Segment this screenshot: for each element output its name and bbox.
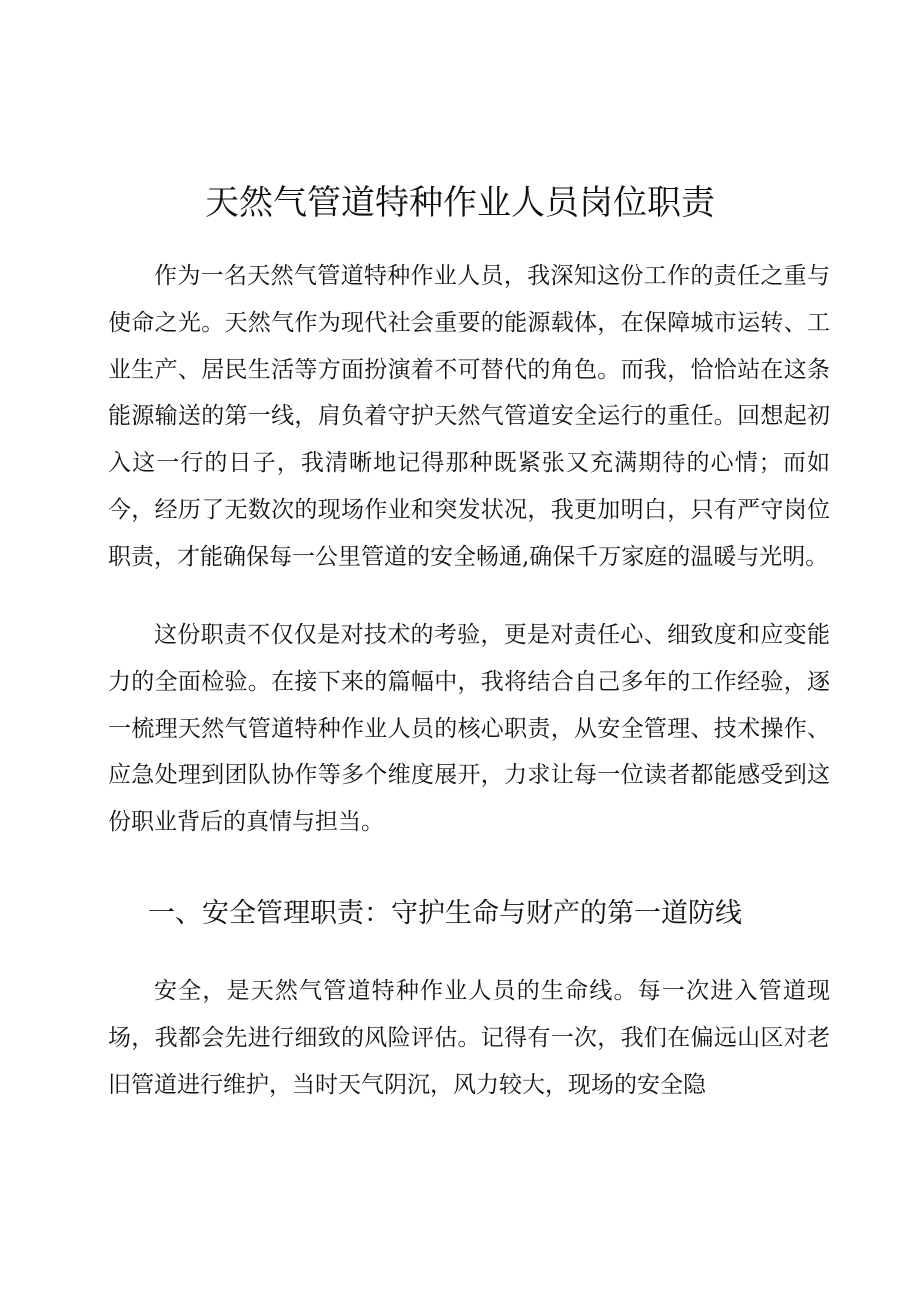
- intro-paragraph-1: 作为一名天然气管道特种作业人员，我深知这份工作的责任之重与使命之光。天然气作为现代社会重要的能源载体，在保障城市运转、工业生产、居民生活等方面扮演着不可替代的角色。而我，恰恰站在这条能源输送的第一线，肩负着守护天然气管道安全运行的重任。回想起初入这一行的日子，我清晰地记得那种既紧张又充满期待的心情；而如今，经历了无数次的现场作业和突发状况，我更加明白，只有严守岗位职责，才能确保每一公里管道的安全畅通,确保千万家庭的温暖与光明。: [108, 263, 830, 570]
- section-paragraph-safety: 安全，是天然气管道特种作业人员的生命线。每一次进入管道现场，我都会先进行细致的风险评估。记得有一次，我们在偏远山区对老旧管道进行维护，当时天气阴沉，风力较大，现场的安全隐: [108, 978, 830, 1098]
- intro-paragraph-2: 这份职责不仅仅是对技术的考验，更是对责任心、细致度和应变能力的全面检验。在接下来的篇幅中，我将结合自己多年的工作经验，逐一梳理天然气管道特种作业人员的核心职责，从安全管理、技术操作、应急处理到团队协作等多个维度展开，力求让每一位读者都能感受到这份职业背后的真情与担当。: [108, 622, 830, 836]
- document-title: 天然气管道特种作业人员岗位职责: [205, 183, 715, 223]
- section-heading-safety: 一、安全管理职责：守护生命与财产的第一道防线: [148, 898, 742, 929]
